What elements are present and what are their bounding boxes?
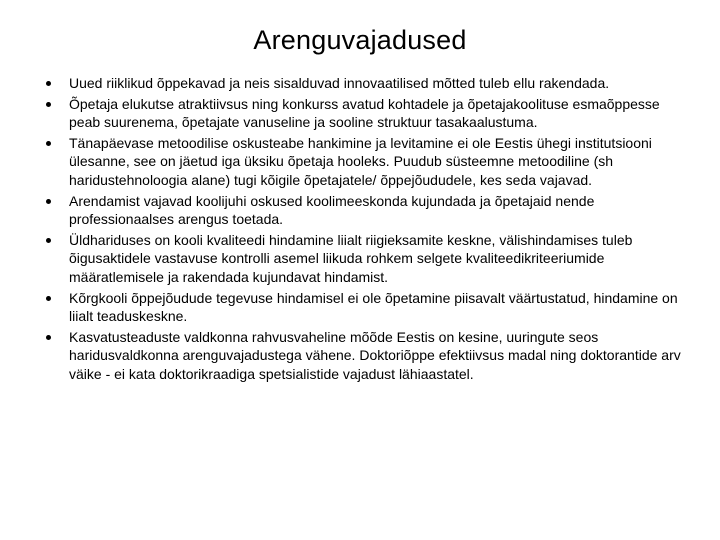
bullet-dot-icon (46, 81, 51, 86)
bullet-item (42, 289, 682, 326)
bullet-text: Tänapäevase metoodilise oskusteabe hankimine ja levitamine ei ole Eestis ühegi institutsiooni ülesanne, see on jäetud iga üksiku õpetaja hooleks. Puudub süsteemne metoodiline (sh haridustehnoloogia alane) tugi kõigile õpetajatele/ õppejõududele, kes seda vajavad. (69, 134, 652, 188)
bullet-item (42, 74, 682, 93)
bullet-dot-icon (46, 296, 51, 301)
slide-title: Arenguvajadused (253, 25, 467, 55)
bullet-dot-icon (46, 199, 51, 204)
bullet-dot-icon (46, 102, 51, 107)
bullet-item (42, 134, 682, 190)
bullet-text: Arendamist vajavad koolijuhi oskused koolimeeskonda kujundada ja õpetajaid nende professionaalses arengus toetada. (69, 192, 595, 228)
bullet-dot-icon (46, 141, 51, 146)
bullet-item (42, 95, 682, 132)
bullet-text: Kasvatusteaduste valdkonna rahvusvaheline mõõde Eestis on kesine, uuringute seos haridusvaldkonna arenguvajadustega vähene. Doktoriõppe efektiivsus madal ning doktorantide arv väike - ei kata doktorikraadiga spetsialistide vajadust lähiaastatel. (69, 328, 681, 382)
bullet-text: Õpetaja elukutse atraktiivsus ning konkurss avatud kohtadele ja õpetajakoolituse esmaõppesse peab suurenema, õpetajate vanuseline ja sooline struktuur tasakaalustuma. (69, 95, 660, 131)
bullet-text: Üldhariduses on kooli kvaliteedi hindamine liialt riigieksamite keskne, välishindamises tuleb õigusaktidele vastavuse kontrolli asemel liikuda rohkem selgete kvaliteedikriteeriumide määratlemisele ja rakendada kujundavat hindamist. (69, 231, 633, 285)
bullet-text: Kõrgkooli õppejõudude tegevuse hindamisel ei ole õpetamine piisavalt väärtustatud, hindamine on liialt teaduskeskne. (69, 289, 678, 325)
bullet-dot-icon (46, 335, 51, 340)
bullet-list (42, 74, 682, 386)
bullet-item (42, 192, 682, 229)
bullet-item (42, 231, 682, 287)
bullet-dot-icon (46, 238, 51, 243)
bullet-text: Uued riiklikud õppekavad ja neis sisalduvad innovaatilised mõtted tuleb ellu rakendada. (69, 75, 610, 91)
bullet-item (42, 328, 682, 384)
